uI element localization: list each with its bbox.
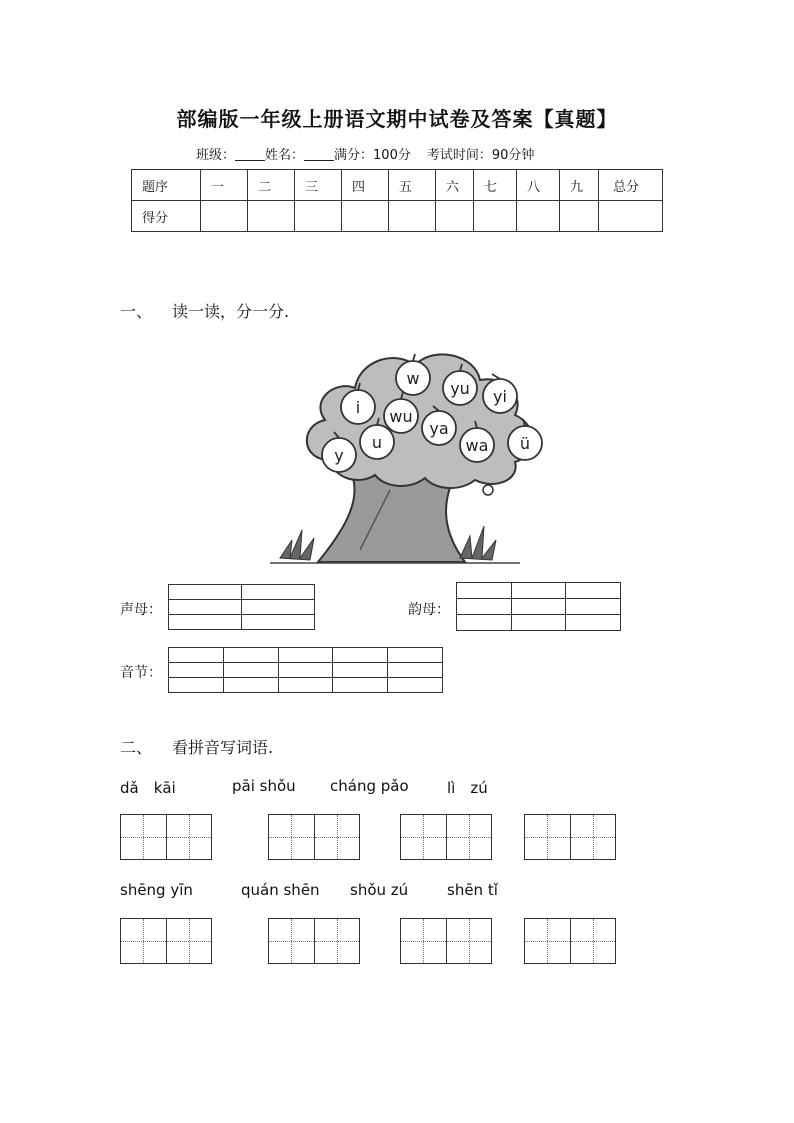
score-header-cell: 九 <box>560 170 599 201</box>
pinyin-word: lì zú <box>447 779 488 797</box>
yunmu-label: 韵母： <box>408 602 450 618</box>
score-cell[interactable] <box>295 201 342 232</box>
pinyin-word: dǎ kāi <box>120 779 176 797</box>
apple-label: i <box>355 398 361 417</box>
answer-cell[interactable] <box>388 678 443 693</box>
score-header-cell: 一 <box>201 170 248 201</box>
yinjie-label: 音节： <box>120 665 162 681</box>
class-blank[interactable] <box>235 148 265 161</box>
score-header-cell: 八 <box>517 170 560 201</box>
score-value-row <box>132 201 663 232</box>
score-header-cell: 六 <box>436 170 474 201</box>
section-2-heading <box>120 735 273 758</box>
name-blank[interactable] <box>304 148 334 161</box>
answer-cell[interactable] <box>169 615 242 630</box>
pinyin-word: shēn tǐ <box>447 881 498 899</box>
writing-grid[interactable] <box>268 814 360 860</box>
exam-info <box>196 144 534 163</box>
apple-label: ü <box>519 434 531 453</box>
writing-grid[interactable] <box>524 918 616 964</box>
yunmu-grid <box>456 582 621 631</box>
pinyin-word: shēng yīn <box>120 881 193 899</box>
apple-tree-illustration <box>270 340 550 570</box>
section-1-heading <box>120 299 289 322</box>
answer-cell[interactable] <box>223 678 278 693</box>
answer-cell[interactable] <box>457 583 512 599</box>
page-title: 部编版一年级上册语文期中试卷及答案【真题】 <box>176 107 618 131</box>
answer-cell[interactable] <box>566 599 621 615</box>
answer-cell[interactable] <box>511 583 566 599</box>
section-2-title: 看拼音写词语. <box>172 738 274 757</box>
score-header-cell: 二 <box>248 170 295 201</box>
writing-grid[interactable] <box>400 814 492 860</box>
pinyin-word: pāi shǒu <box>232 777 296 795</box>
score-cell[interactable] <box>474 201 517 232</box>
answer-cell[interactable] <box>169 678 224 693</box>
pinyin-word: quán shēn <box>241 881 320 899</box>
score-cell[interactable] <box>436 201 474 232</box>
pinyin-word: shǒu zú <box>350 881 409 899</box>
answer-cell[interactable] <box>457 615 512 631</box>
pinyin-word: cháng pǎo <box>330 777 409 795</box>
answer-cell[interactable] <box>223 648 278 663</box>
apple-label: w <box>406 369 420 388</box>
score-row-label: 得分 <box>132 201 201 232</box>
section-1-number: 一、 <box>120 302 153 321</box>
apple-label: y <box>334 446 344 465</box>
apple-label: wa <box>465 436 489 455</box>
answer-cell[interactable] <box>388 648 443 663</box>
score-cell[interactable] <box>201 201 248 232</box>
score-cell[interactable] <box>560 201 599 232</box>
answer-cell[interactable] <box>511 599 566 615</box>
score-header-cell: 三 <box>295 170 342 201</box>
shengmu-label: 声母： <box>120 602 162 618</box>
answer-cell[interactable] <box>566 615 621 631</box>
writing-grid[interactable] <box>400 918 492 964</box>
score-cell[interactable] <box>599 201 663 232</box>
score-table <box>131 169 663 232</box>
pinyin-row-1 <box>0 777 794 797</box>
answer-cell[interactable] <box>333 678 388 693</box>
answer-cell[interactable] <box>242 600 315 615</box>
yinjie-grid <box>168 647 443 693</box>
writing-grid[interactable] <box>120 918 212 964</box>
writing-grid[interactable] <box>120 814 212 860</box>
full-score: 满分：100分 <box>334 148 411 163</box>
writing-grid[interactable] <box>524 814 616 860</box>
apple-label: u <box>371 433 383 452</box>
answer-cell[interactable] <box>223 663 278 678</box>
answer-cell[interactable] <box>169 585 242 600</box>
score-cell[interactable] <box>517 201 560 232</box>
apple-label: wu <box>389 407 413 426</box>
answer-cell[interactable] <box>566 583 621 599</box>
shengmu-grid <box>168 584 315 630</box>
score-header-cell: 四 <box>342 170 389 201</box>
apple-label: ya <box>429 419 449 438</box>
answer-cell[interactable] <box>333 648 388 663</box>
writing-grid[interactable] <box>268 918 360 964</box>
score-cell[interactable] <box>342 201 389 232</box>
score-header-cell: 七 <box>474 170 517 201</box>
score-header-cell: 总分 <box>599 170 663 201</box>
answer-cell[interactable] <box>511 615 566 631</box>
answer-cell[interactable] <box>169 648 224 663</box>
answer-cell[interactable] <box>278 663 333 678</box>
answer-cell[interactable] <box>242 615 315 630</box>
score-header-cell: 五 <box>389 170 436 201</box>
apple-label: yu <box>450 379 470 398</box>
apple-label: yi <box>493 387 507 406</box>
answer-cell[interactable] <box>169 600 242 615</box>
section-1-title: 读一读，分一分. <box>172 302 290 321</box>
exam-time: 考试时间：90分钟 <box>426 148 535 163</box>
answer-cell[interactable] <box>278 648 333 663</box>
score-cell[interactable] <box>389 201 436 232</box>
answer-cell[interactable] <box>242 585 315 600</box>
score-header-row <box>132 170 663 201</box>
name-label: 姓名： <box>265 148 305 163</box>
answer-cell[interactable] <box>457 599 512 615</box>
section-2-number: 二、 <box>120 738 153 757</box>
answer-cell[interactable] <box>333 663 388 678</box>
answer-cell[interactable] <box>169 663 224 678</box>
score-header-cell: 题序 <box>132 170 201 201</box>
class-label: 班级： <box>196 148 236 163</box>
pinyin-row-2 <box>0 881 794 901</box>
score-cell[interactable] <box>248 201 295 232</box>
answer-cell[interactable] <box>388 663 443 678</box>
answer-cell[interactable] <box>278 678 333 693</box>
